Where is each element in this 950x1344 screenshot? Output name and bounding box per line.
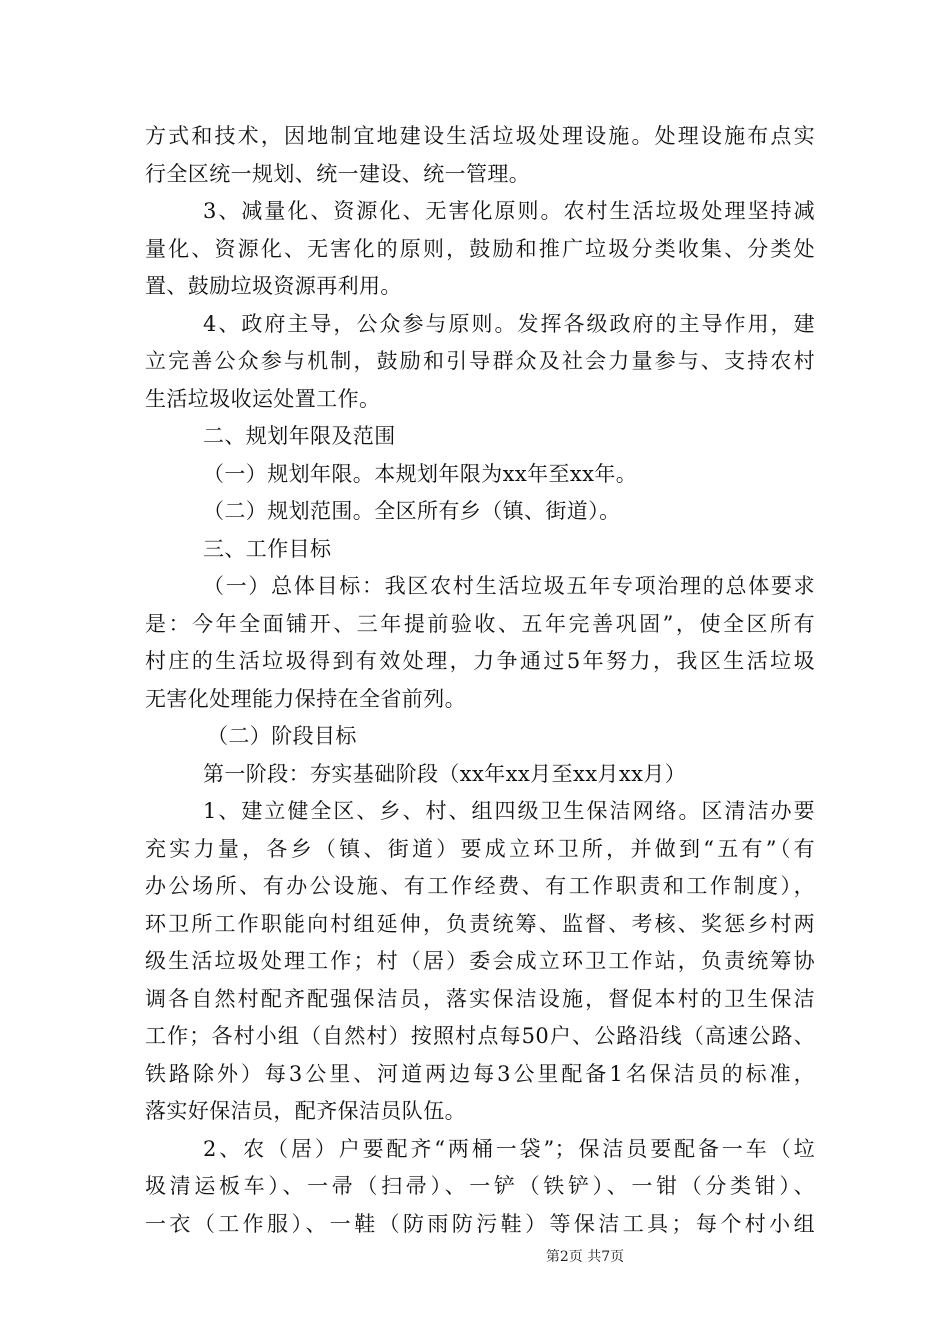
text-line: 1、建立健全区、乡、村、组四级卫生保洁网络。区清洁办要 — [203, 799, 815, 823]
text-line: 办公场所、有办公设施、有工作经费、有工作职责和工作制度）， — [145, 874, 815, 898]
text-line: 调各自然村配齐配强保洁员，落实保洁设施，督促本村的卫生保洁 — [145, 986, 815, 1011]
text-line: 是：今年全面铺开、三年提前验收、五年完善巩固”，使全区所有 — [145, 611, 815, 636]
text-line: 2、农（居）户要配齐“两桶一袋”；保洁员要配备一车（垃 — [203, 1136, 815, 1161]
text-line: （一）规划年限。本规划年限为xx年至xx年。 — [203, 461, 638, 486]
page-footer — [0, 1246, 950, 1266]
text-line: （二）规划范围。全区所有乡（镇、街道）。 — [203, 499, 621, 523]
text-line: 无害化处理能力保持在全省前列。 — [145, 686, 466, 711]
text-line: （一）总体目标：我区农村生活垃圾五年专项治理的总体要求 — [203, 574, 815, 598]
text-line: 4、政府主导，公众参与原则。发挥各级政府的主导作用，建 — [203, 311, 815, 336]
document-body — [145, 118, 815, 1243]
text-line: 置、鼓励垃圾资源再利用。 — [145, 274, 402, 298]
text-line: （二）阶段目标 — [207, 724, 357, 748]
text-line: 三、工作目标 — [203, 536, 332, 561]
text-line: 充实力量，各乡（镇、街道）要成立环卫所，并做到“五有”（有 — [145, 836, 815, 861]
text-line: 3、减量化、资源化、无害化原则。农村生活垃圾处理坚持减 — [203, 199, 815, 223]
text-line: 环卫所工作职能向村组延伸，负责统筹、监督、考核、奖惩乡村两 — [145, 911, 815, 936]
text-line: 级生活垃圾处理工作；村（居）委会成立环卫工作站，负责统筹协 — [145, 949, 815, 973]
text-line: 第一阶段：夯实基础阶段（xx年xx月至xx月xx月） — [203, 761, 687, 786]
text-line: 村庄的生活垃圾得到有效处理，力争通过5年努力，我区生活垃圾 — [145, 649, 815, 673]
text-line: 二、规划年限及范围 — [203, 424, 396, 448]
text-line: 量化、资源化、无害化的原则，鼓励和推广垃圾分类收集、分类处 — [145, 236, 815, 261]
text-line: 生活垃圾收运处置工作。 — [145, 386, 381, 411]
page-number: 第2页 共7页 — [545, 1249, 625, 1265]
text-line: 立完善公众参与机制，鼓励和引导群众及社会力量参与、支持农村 — [145, 349, 815, 373]
text-line: 一衣（工作服）、一鞋（防雨防污鞋）等保洁工具；每个村小组 — [145, 1211, 815, 1236]
text-line: 落实好保洁员，配齐保洁员队伍。 — [145, 1099, 466, 1123]
text-line: 行全区统一规划、统一建设、统一管理。 — [145, 161, 531, 186]
text-line: 圾清运板车）、一帚（扫帚）、一铲（铁铲）、一钳（分类钳）、 — [145, 1174, 815, 1198]
text-line: 铁路除外）每3公里、河道两边每3公里配备1名保洁员的标准， — [145, 1061, 815, 1086]
text-line: 工作；各村小组（自然村）按照村点每50户、公路沿线（高速公路、 — [145, 1024, 815, 1048]
text-line: 方式和技术，因地制宜地建设生活垃圾处理设施。处理设施布点实 — [145, 124, 815, 148]
